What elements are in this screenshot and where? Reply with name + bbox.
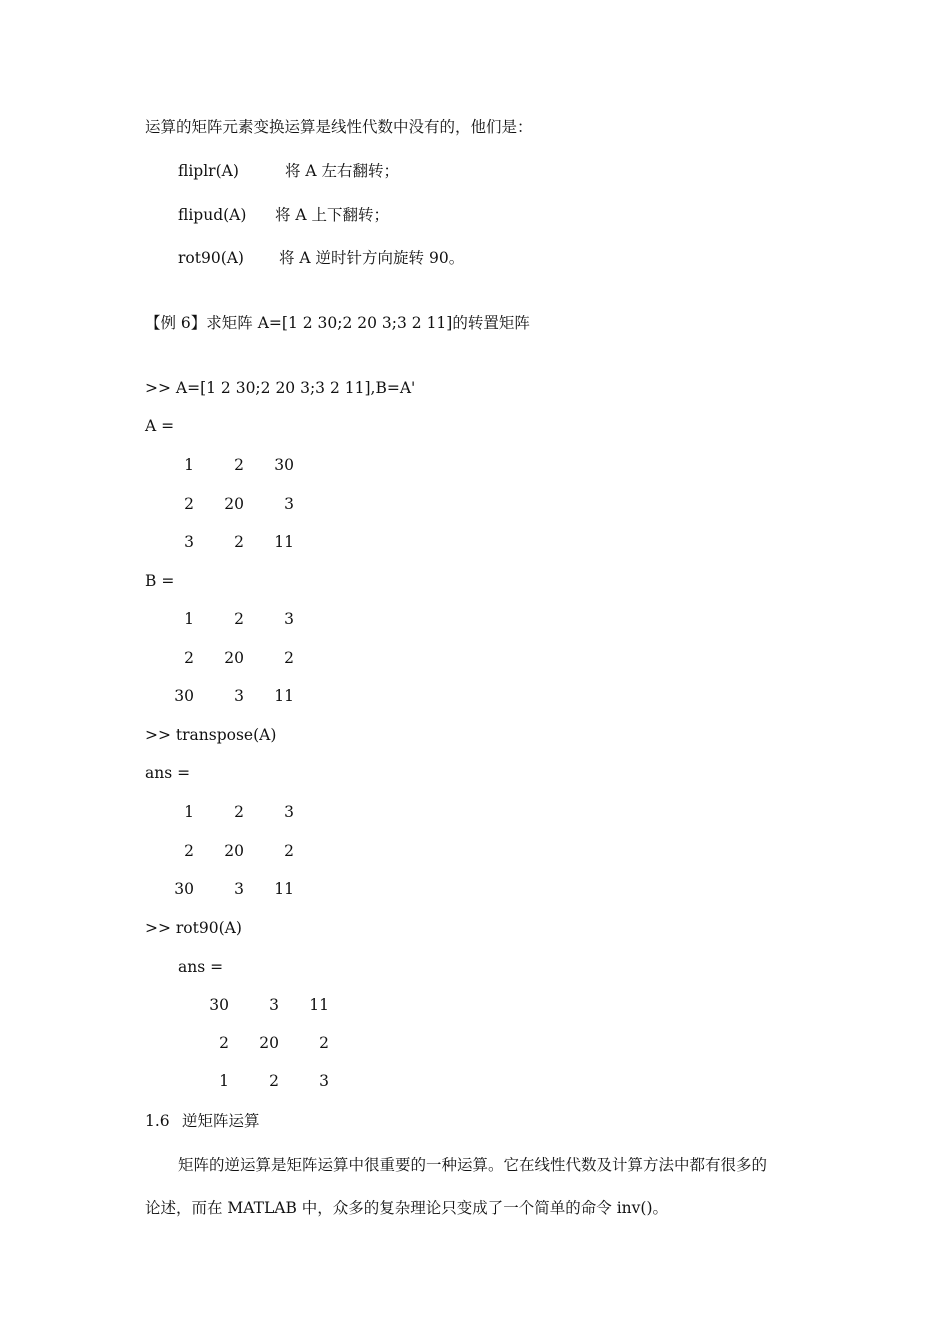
matrix-cell: 30	[209, 996, 229, 1014]
function-name-rot90: rot90(A)	[178, 249, 244, 267]
matrix-cell: 1	[184, 803, 194, 821]
matrix-cell: 30	[174, 687, 194, 705]
matrix-cell: 1	[219, 1072, 229, 1090]
matrix-label-ans: ans =	[178, 958, 224, 976]
matrix-label-a: A =	[145, 417, 175, 435]
matrix-cell: 2	[319, 1034, 329, 1052]
matrix-cell: 2	[269, 1072, 279, 1090]
matrix-cell: 2	[234, 456, 244, 474]
function-desc-rot90: 将 A 逆时针方向旋转 90。	[279, 249, 465, 267]
matrix-cell: 3	[284, 495, 294, 513]
function-desc-flipud: 将 A 上下翻转；	[275, 206, 390, 224]
matrix-cell: 2	[184, 495, 194, 513]
matrix-cell: 3	[319, 1072, 329, 1090]
paragraph-line-2: 论述，而在 MATLAB 中，众多的复杂理论只变成了一个简单的命令 inv()。	[145, 1199, 669, 1217]
matrix-cell: 3	[284, 803, 294, 821]
matrix-cell: 2	[284, 842, 294, 860]
example-title: 【例 6】求矩阵 A=[1 2 30;2 20 3;3 2 11]的转置矩阵	[145, 314, 530, 332]
matrix-cell: 3	[284, 610, 294, 628]
matrix-cell: 3	[234, 880, 244, 898]
matrix-cell: 2	[219, 1034, 229, 1052]
intro-line: 运算的矩阵元素变换运算是线性代数中没有的，他们是：	[145, 118, 533, 136]
section-title: 逆矩阵运算	[182, 1112, 260, 1130]
function-desc-fliplr: 将 A 左右翻转；	[285, 162, 400, 180]
matrix-cell: 2	[284, 649, 294, 667]
command-line: >> rot90(A)	[145, 919, 242, 937]
matrix-cell: 11	[274, 687, 294, 705]
command-line: >> transpose(A)	[145, 726, 277, 744]
matrix-label-b: B =	[145, 572, 175, 590]
matrix-cell: 1	[184, 456, 194, 474]
matrix-cell: 11	[274, 533, 294, 551]
paragraph-line-1: 矩阵的逆运算是矩阵运算中很重要的一种运算。它在线性代数及计算方法中都有很多的	[178, 1156, 768, 1174]
matrix-cell: 3	[184, 533, 194, 551]
function-name-flipud: flipud(A)	[178, 206, 247, 224]
matrix-cell: 2	[234, 533, 244, 551]
matrix-cell: 20	[224, 842, 244, 860]
command-line: >> A=[1 2 30;2 20 3;3 2 11],B=A'	[145, 379, 416, 397]
matrix-cell: 20	[259, 1034, 279, 1052]
matrix-cell: 20	[224, 649, 244, 667]
matrix-cell: 2	[184, 842, 194, 860]
matrix-cell: 30	[174, 880, 194, 898]
matrix-cell: 30	[274, 456, 294, 474]
matrix-cell: 3	[234, 687, 244, 705]
matrix-cell: 2	[234, 803, 244, 821]
matrix-cell: 2	[234, 610, 244, 628]
matrix-cell: 11	[309, 996, 329, 1014]
matrix-cell: 20	[224, 495, 244, 513]
function-name-fliplr: fliplr(A)	[178, 162, 239, 180]
section-number: 1.6	[145, 1112, 170, 1130]
matrix-cell: 1	[184, 610, 194, 628]
matrix-label-ans: ans =	[145, 764, 191, 782]
matrix-cell: 2	[184, 649, 194, 667]
matrix-cell: 3	[269, 996, 279, 1014]
matrix-cell: 11	[274, 880, 294, 898]
